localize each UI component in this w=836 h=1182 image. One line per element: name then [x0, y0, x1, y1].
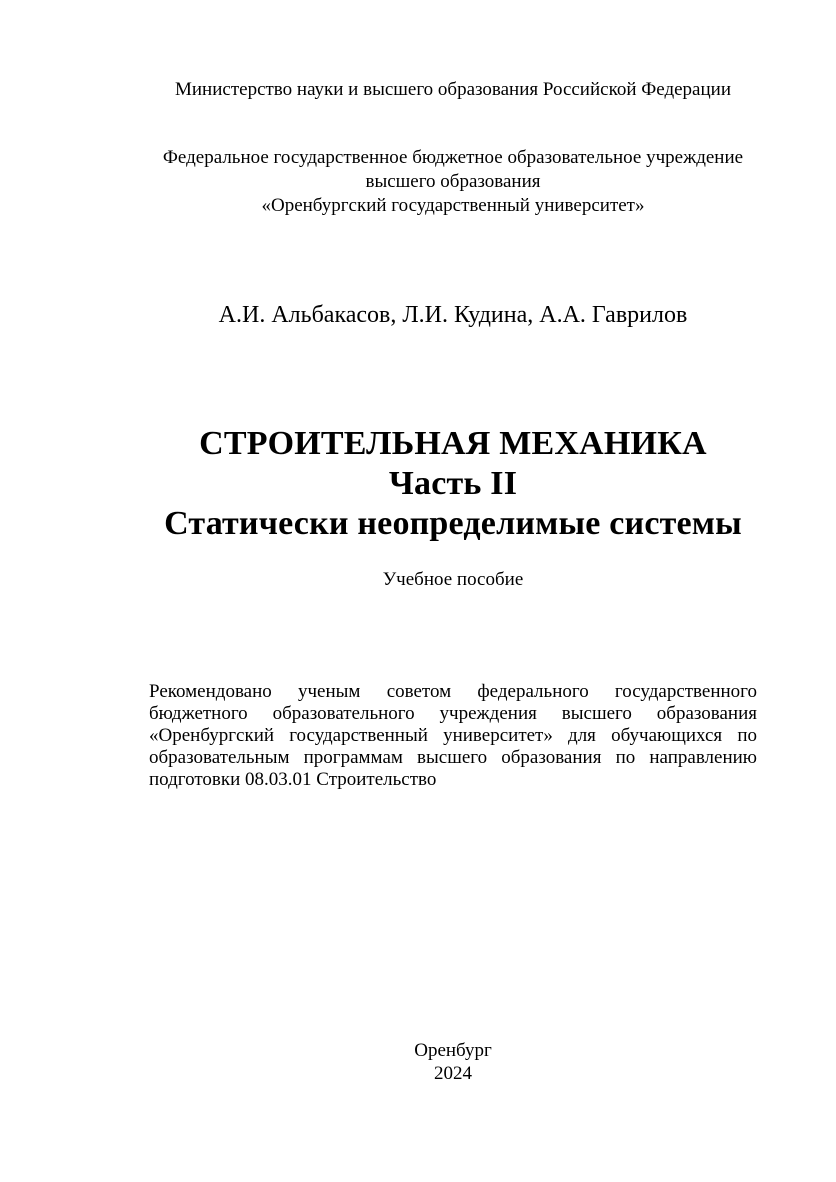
imprint-block	[149, 1039, 757, 1085]
imprint-city: Оренбург	[414, 1040, 492, 1061]
book-title-line-2: Часть II	[388, 465, 518, 502]
institution-block	[149, 146, 757, 218]
recommendation-line: образовательным программам высшего образования по направлению	[149, 747, 757, 768]
institution-line-2: высшего образования	[365, 171, 541, 192]
institution-line-3: «Оренбургский государственный университет»	[261, 195, 645, 216]
recommendation-line: Рекомендовано ученым советом федерального государственного	[149, 681, 757, 702]
book-title-line-1: СТРОИТЕЛЬНАЯ МЕХАНИКА	[199, 425, 707, 462]
recommendation-paragraph	[149, 681, 757, 791]
book-title	[149, 424, 757, 544]
ministry-line: Министерство науки и высшего образования Российской Федерации	[175, 79, 731, 100]
recommendation-line: «Оренбургский государственный университет» для обучающихся по	[149, 725, 757, 746]
institution-line-1: Федеральное государственное бюджетное образовательное учреждение	[162, 147, 744, 168]
book-title-line-3: Статически неопределимые системы	[164, 505, 742, 542]
recommendation-line: подготовки 08.03.01 Строительство	[149, 769, 437, 790]
recommendation-line: бюджетного образовательного учреждения высшего образования	[149, 703, 757, 724]
authors-line: А.И. Альбакасов, Л.И. Кудина, А.А. Гаврилов	[218, 302, 688, 328]
imprint-year: 2024	[434, 1063, 472, 1084]
subtitle: Учебное пособие	[382, 569, 524, 590]
